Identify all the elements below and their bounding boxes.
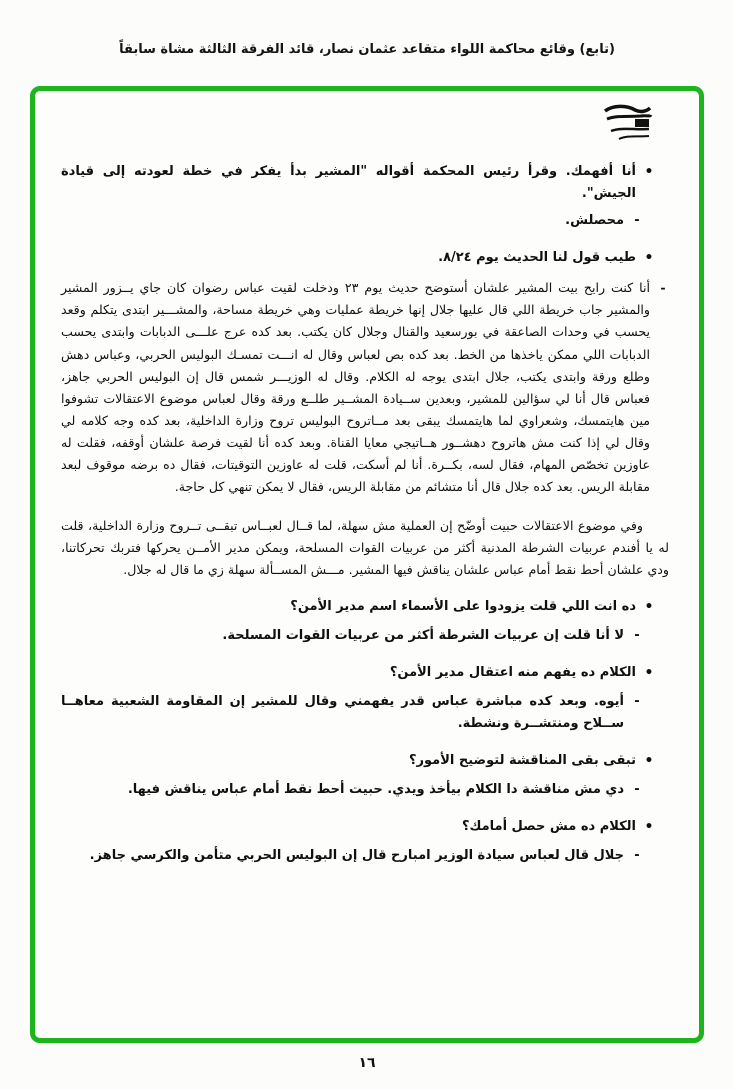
question-item (61, 750, 655, 774)
question-text: الكلام ده مش حصل أمامك؟ (461, 818, 636, 834)
answer-item (61, 779, 643, 801)
question-item (61, 161, 655, 205)
question-item (61, 662, 655, 686)
stamp-icon (601, 103, 653, 147)
dash-icon: - (634, 781, 640, 797)
question-text: الكلام ده يفهم منه اعتقال مدير الأمن؟ (389, 665, 636, 680)
question-text: أنا أفهمك. وقرأ رئيس المحكمة أقواله "المشير بدأ يفكر في خطة لعودته إلى قيادة الجيش". (61, 164, 636, 202)
page-number: ١٦ (358, 1055, 376, 1071)
answer-text: دي مش مناقشة دا الكلام بيأخذ ويدي. حبيت أحط نقط أمام عباس يناقش فيها. (127, 781, 624, 797)
question-text: تبقى بقى المناقشة لتوضيح الأمور؟ (409, 752, 636, 768)
answer-item (61, 691, 643, 735)
answer-narrative-item (61, 277, 669, 499)
dash-icon: - (660, 280, 666, 296)
answer-item (61, 625, 643, 647)
question-item (61, 596, 655, 620)
bullet-icon: • (644, 250, 654, 267)
question-item (61, 247, 655, 271)
answer-text: لا أنا قلت إن عربيات الشرطة أكثر من عربيات القوات المسلحة. (222, 627, 624, 643)
bullet-icon: • (644, 665, 654, 681)
document-frame (30, 86, 704, 1043)
dash-icon: - (634, 213, 640, 229)
question-text: ده انت اللي قلت يزودوا على الأسماء اسم مدير الأمن؟ (290, 599, 636, 615)
question-item (61, 816, 655, 840)
bullet-icon: • (644, 818, 654, 835)
dash-icon: - (634, 693, 640, 709)
narrative-text: أنا كنت رايح بيت المشير علشان أستوضح حديث يوم ٢٣ ودخلت لقيت عباس رضوان كان جاي يــزور المشير والمشير جاب خريطة اللي قال عليها جلال إنها خريطة عمليات وهي خريطة مساحة، والمشـــير ابتدى يتكلم وقعد يحسب في وحدات الصاعقة في بورسعيد والقنال وجلال كان يكتب. بعد كده عرج علـــى الدبابات وابتدى يحسب الدبابات اللي ممكن ياخذها من الخط. بعد كده بص لعباس وقال له انـــت تمسـك البوليس الحربي، وعباس دهش وطلع ورقة وابتدى يكتب، جلال ابتدى يوجه له الكلام. وقال له الوزيـــر شمس قال إن البوليس الحربي جاهز، فعباس قال أنا لي سؤالين للمشير، وبعدين ســيادة المشــير طلــع ورقة وقال لعباس موضوع الاعتقالات تشوفوا مين هايتمسك، وشعراوي لما هايتمسك يبقى بعد مــاتروح البوليس تروح وزارة الداخلية، بعد كده وجه كلامه لي وقال لي إذا كنت مش هاتروح دهشــور هــاتيجي معايا القناة. وبعد كده أنا لقيت فرصة علشان أوقفه، فقلت له عاوزين تخصّص المهام، فقال لسه، بكــرة. أنا لم أسكت، قلت له عاوزين التوقيتات، فقال ده برضه موقوف لبعد مقابلة الريس. بعد كده جلال قال أنا متشائم من مقابلة الريس، فقال لا يمكن تنهي كل حاجة. (61, 280, 651, 495)
dash-icon: - (634, 627, 640, 643)
bullet-icon: • (644, 599, 654, 616)
bullet-icon: • (644, 752, 654, 769)
dash-icon: - (634, 847, 640, 863)
answer-text: جلال قال لعباس سيادة الوزير امبارح قال إن البوليس الحربي متأمن والكرسي جاهز. (89, 847, 624, 863)
bullet-icon: • (644, 164, 654, 180)
answer-text: محصلش. (565, 213, 624, 229)
answer-item (61, 210, 643, 232)
narrative-paragraph: وفي موضوع الاعتقالات حبيت أوضّح إن العملية مش سهلة، لما قــال لعبــاس تبقــى تــروح وزارة الداخلية، قلت له يا أفندم عربيات الشرطة المدنية أكثر من عربيات القوات المسلحة، ويمكن مدير الأمــن يحركها فتربك تحركاتنا، ودي علشان أحط نقط أمام عباس علشان يناقش فيها المشير. مـــش المســألة سهلة زي ما قال له جلال. (61, 517, 669, 577)
question-text: طيب قول لنا الحديث يوم ٨/٢٤. (438, 250, 636, 266)
page-title: (تابع) وقائع محاكمة اللواء متقاعد عثمان نصار، قائد الفرقة الثالثة مشاة سابقاً (119, 42, 615, 57)
answer-text: أيوه. وبعد كده مباشرة عباس قدر يفهمني وقال للمشير إن المقاومة الشعبية معاهــا ســلاح ومنتشــرة ونشطة. (61, 693, 624, 731)
answer-item (61, 845, 643, 867)
transcript-content (61, 161, 669, 1024)
